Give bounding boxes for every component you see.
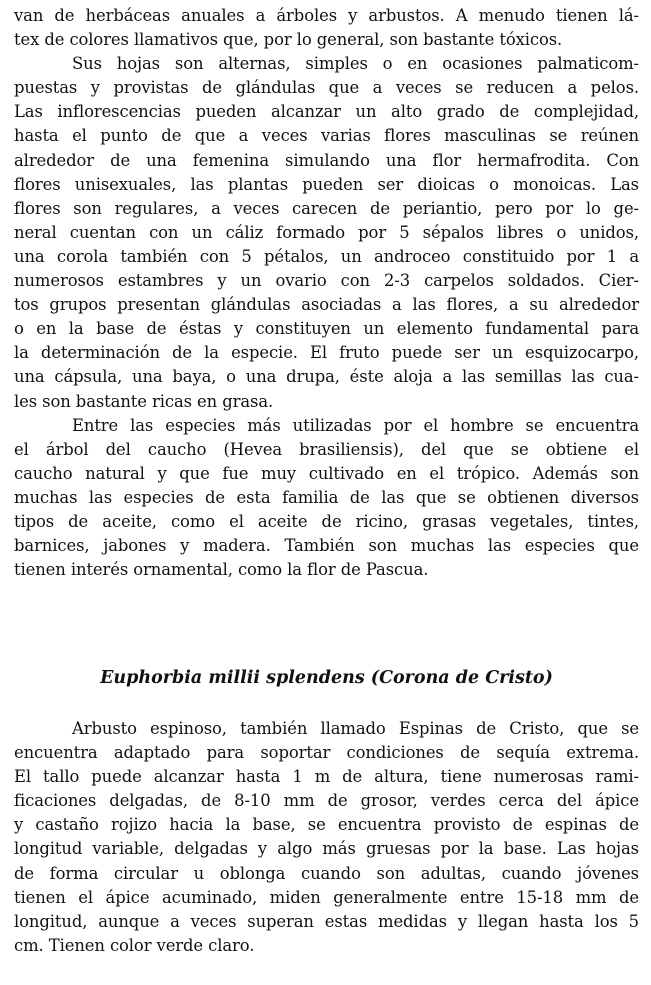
text-line: van de herbáceas anuales a árboles y arbustos. A menudo tienen lá- xyxy=(14,6,639,25)
text-line: tienen el ápice acuminado, miden generalmente entre 15-18 mm de xyxy=(14,887,639,907)
text-line: alrededor de una femenina simulando una flor hermafrodita. Con xyxy=(14,150,639,170)
text-line: el árbol del caucho (Hevea brasiliensis), del que se obtiene el xyxy=(14,439,639,459)
text-line: de forma circular u oblonga cuando son adultas, cuando jóvenes xyxy=(14,863,639,883)
text-line: tos grupos presentan glándulas asociadas a las flores, a su alrededor xyxy=(14,295,639,315)
paragraph-1 xyxy=(14,4,639,52)
text-line: hasta el punto de que a veces varias flores masculinas se reúnen xyxy=(14,126,639,146)
text-line: flores unisexuales, las plantas pueden ser dioicas o monoicas. Las xyxy=(14,174,639,194)
text-line: tex de colores llamativos que, por lo general, son bastante tóxicos. xyxy=(14,30,563,50)
text-line: longitud, aunque a veces superan estas medidas y llegan hasta los 5 xyxy=(14,911,639,931)
text-line: caucho natural y que fue muy cultivado en el trópico. Además son xyxy=(14,463,639,483)
text-line: encuentra adaptado para soportar condiciones de sequía extrema. xyxy=(14,743,639,763)
text-line: muchas las especies de esta familia de las que se obtienen diversos xyxy=(14,487,639,507)
section-heading: Euphorbia millii splendens (Corona de Cristo) xyxy=(100,668,553,688)
text-line: les son bastante ricas en grasa. xyxy=(14,391,274,411)
text-line: y castaño rojizo hacia la base, se encuentra provisto de espinas de xyxy=(14,815,639,835)
text-line: El tallo puede alcanzar hasta 1 m de altura, tiene numerosas rami- xyxy=(14,767,639,787)
text-line: Entre las especies más utilizadas por el hombre se encuentra xyxy=(72,415,639,435)
text-line: flores son regulares, a veces carecen de periantio, pero por lo ge- xyxy=(14,198,639,218)
text-line: barnices, jabones y madera. También son muchas las especies que xyxy=(14,536,639,556)
text-line: la determinación de la especie. El fruto puede ser un esquizocarpo, xyxy=(14,343,639,363)
text-line: Arbusto espinoso, también llamado Espinas de Cristo, que se xyxy=(72,719,639,738)
paragraph-2 xyxy=(14,52,639,413)
text-line: neral cuentan con un cáliz formado por 5 sépalos libres o unidos, xyxy=(14,222,639,242)
text-line: cm. Tienen color verde claro. xyxy=(14,935,255,955)
text-line: una cápsula, una baya, o una drupa, éste aloja a las semillas las cua- xyxy=(14,367,639,387)
text-line: longitud variable, delgadas y algo más gruesas por la base. Las hojas xyxy=(14,839,639,859)
text-line: tienen interés ornamental, como la flor de Pascua. xyxy=(14,560,429,580)
text-line: tipos de aceite, como el aceite de ricino, grasas vegetales, tintes, xyxy=(14,511,639,531)
text-line: ficaciones delgadas, de 8-10 mm de grosor, verdes cerca del ápice xyxy=(14,791,639,811)
text-line: o en la base de éstas y constituyen un elemento fundamental para xyxy=(14,319,639,339)
text-line: una corola también con 5 pétalos, un androceo constituido por 1 a xyxy=(14,246,639,266)
text-line: Sus hojas son alternas, simples o en ocasiones palmaticom- xyxy=(72,54,639,74)
text-line: Las inflorescencias pueden alcanzar un alto grado de complejidad, xyxy=(14,102,639,122)
paragraph-3 xyxy=(14,414,639,583)
text-line: numerosos estambres y un ovario con 2-3 carpelos soldados. Cier- xyxy=(14,271,639,291)
document-page xyxy=(14,4,639,955)
text-line: puestas y provistas de glándulas que a veces se reducen a pelos. xyxy=(14,78,639,98)
section-paragraph xyxy=(14,717,639,958)
